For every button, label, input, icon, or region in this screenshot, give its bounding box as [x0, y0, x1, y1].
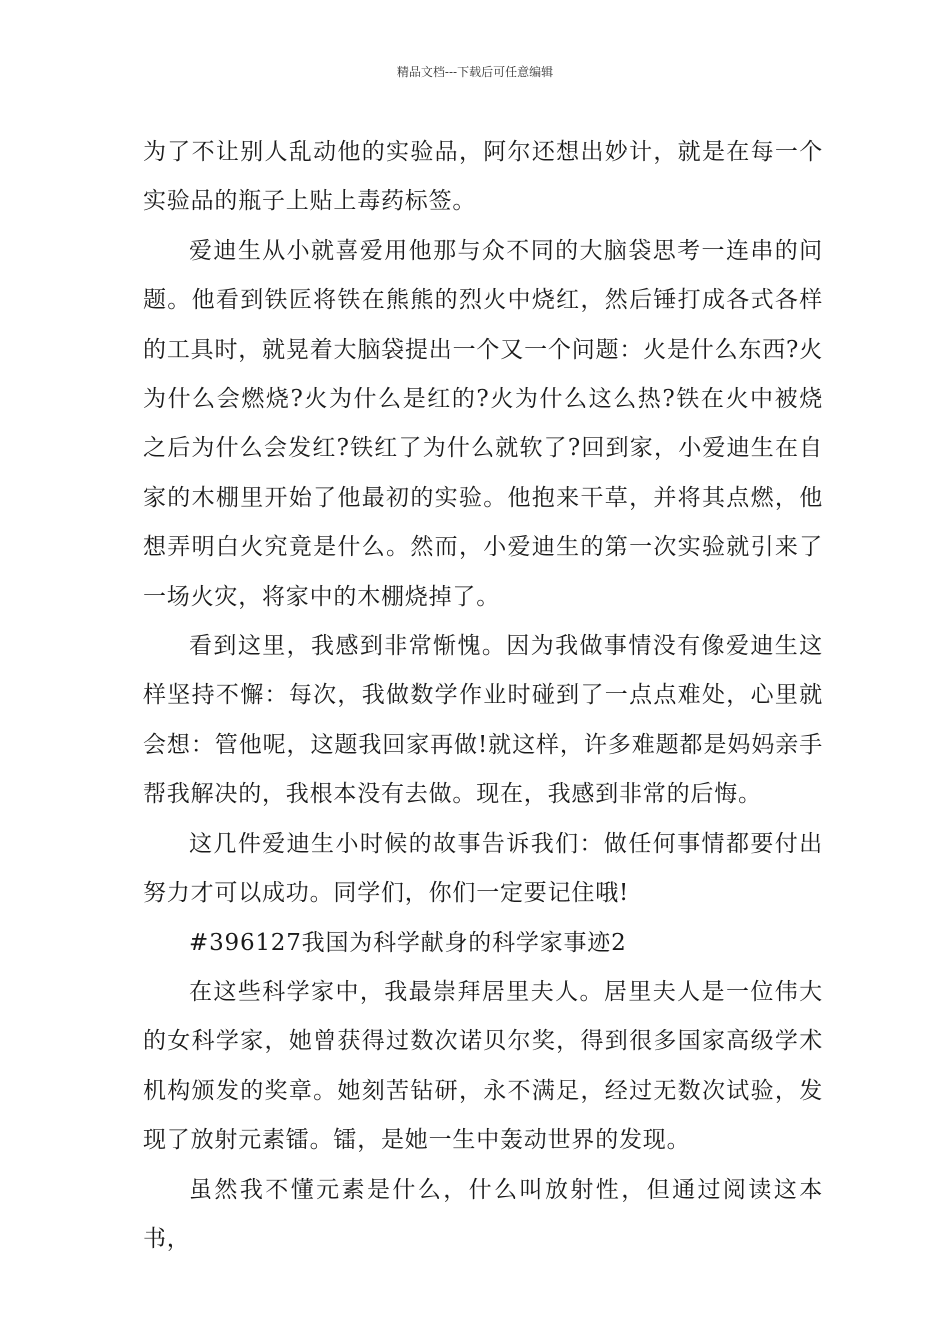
section-heading: #396127我国为科学献身的科学家事迹2: [189, 929, 627, 956]
paragraph-3: 看到这里，我感到非常惭愧。因为我做事情没有像爱迪生这样坚持不懈：每次，我做数学作业时碰到了一点点难处，心里就会想：管他呢，这题我回家再做!就这样，许多难题都是妈妈亲手帮我解决的，我根本没有去做。现在，我感到非常的后悔。: [143, 633, 823, 808]
paragraph-1: 为了不让别人乱动他的实验品，阿尔还想出妙计，就是在每一个实验品的瓶子上贴上毒药标签。: [143, 139, 823, 215]
document-body: [143, 128, 823, 1264]
paragraph-2: 爱迪生从小就喜爱用他那与众不同的大脑袋思考一连串的问题。他看到铁匠将铁在熊熊的烈火中烧红，然后锤打成各式各样的工具时，就晃着大脑袋提出一个又一个问题：火是什么东西?火为什么会燃烧?火为什么是红的?火为什么这么热?铁在火中被烧之后为什么会发红?铁红了为什么就软了?回到家，小爱迪生在自家的木棚里开始了他最初的实验。他抱来干草，并将其点燃，他想弄明白火究竟是什么。然而，小爱迪生的第一次实验就引来了一场火灾，将家中的木棚烧掉了。: [143, 237, 823, 610]
paragraph-4: 这几件爱迪生小时候的故事告诉我们：做任何事情都要付出努力才可以成功。同学们，你们一定要记住哦!: [143, 830, 823, 907]
paragraph-6: 虽然我不懂元素是什么，什么叫放射性，但通过阅读这本书，: [143, 1176, 823, 1252]
paragraph-5: 在这些科学家中，我最崇拜居里夫人。居里夫人是一位伟大的女科学家，她曾获得过数次诺贝尔奖，得到很多国家高级学术机构颁发的奖章。她刻苦钻研，永不满足，经过无数次试验，发现了放射元素镭。镭，是她一生中轰动世界的发现。: [143, 978, 823, 1154]
page-header: 精品文档---下载后可任意编辑: [396, 65, 554, 79]
